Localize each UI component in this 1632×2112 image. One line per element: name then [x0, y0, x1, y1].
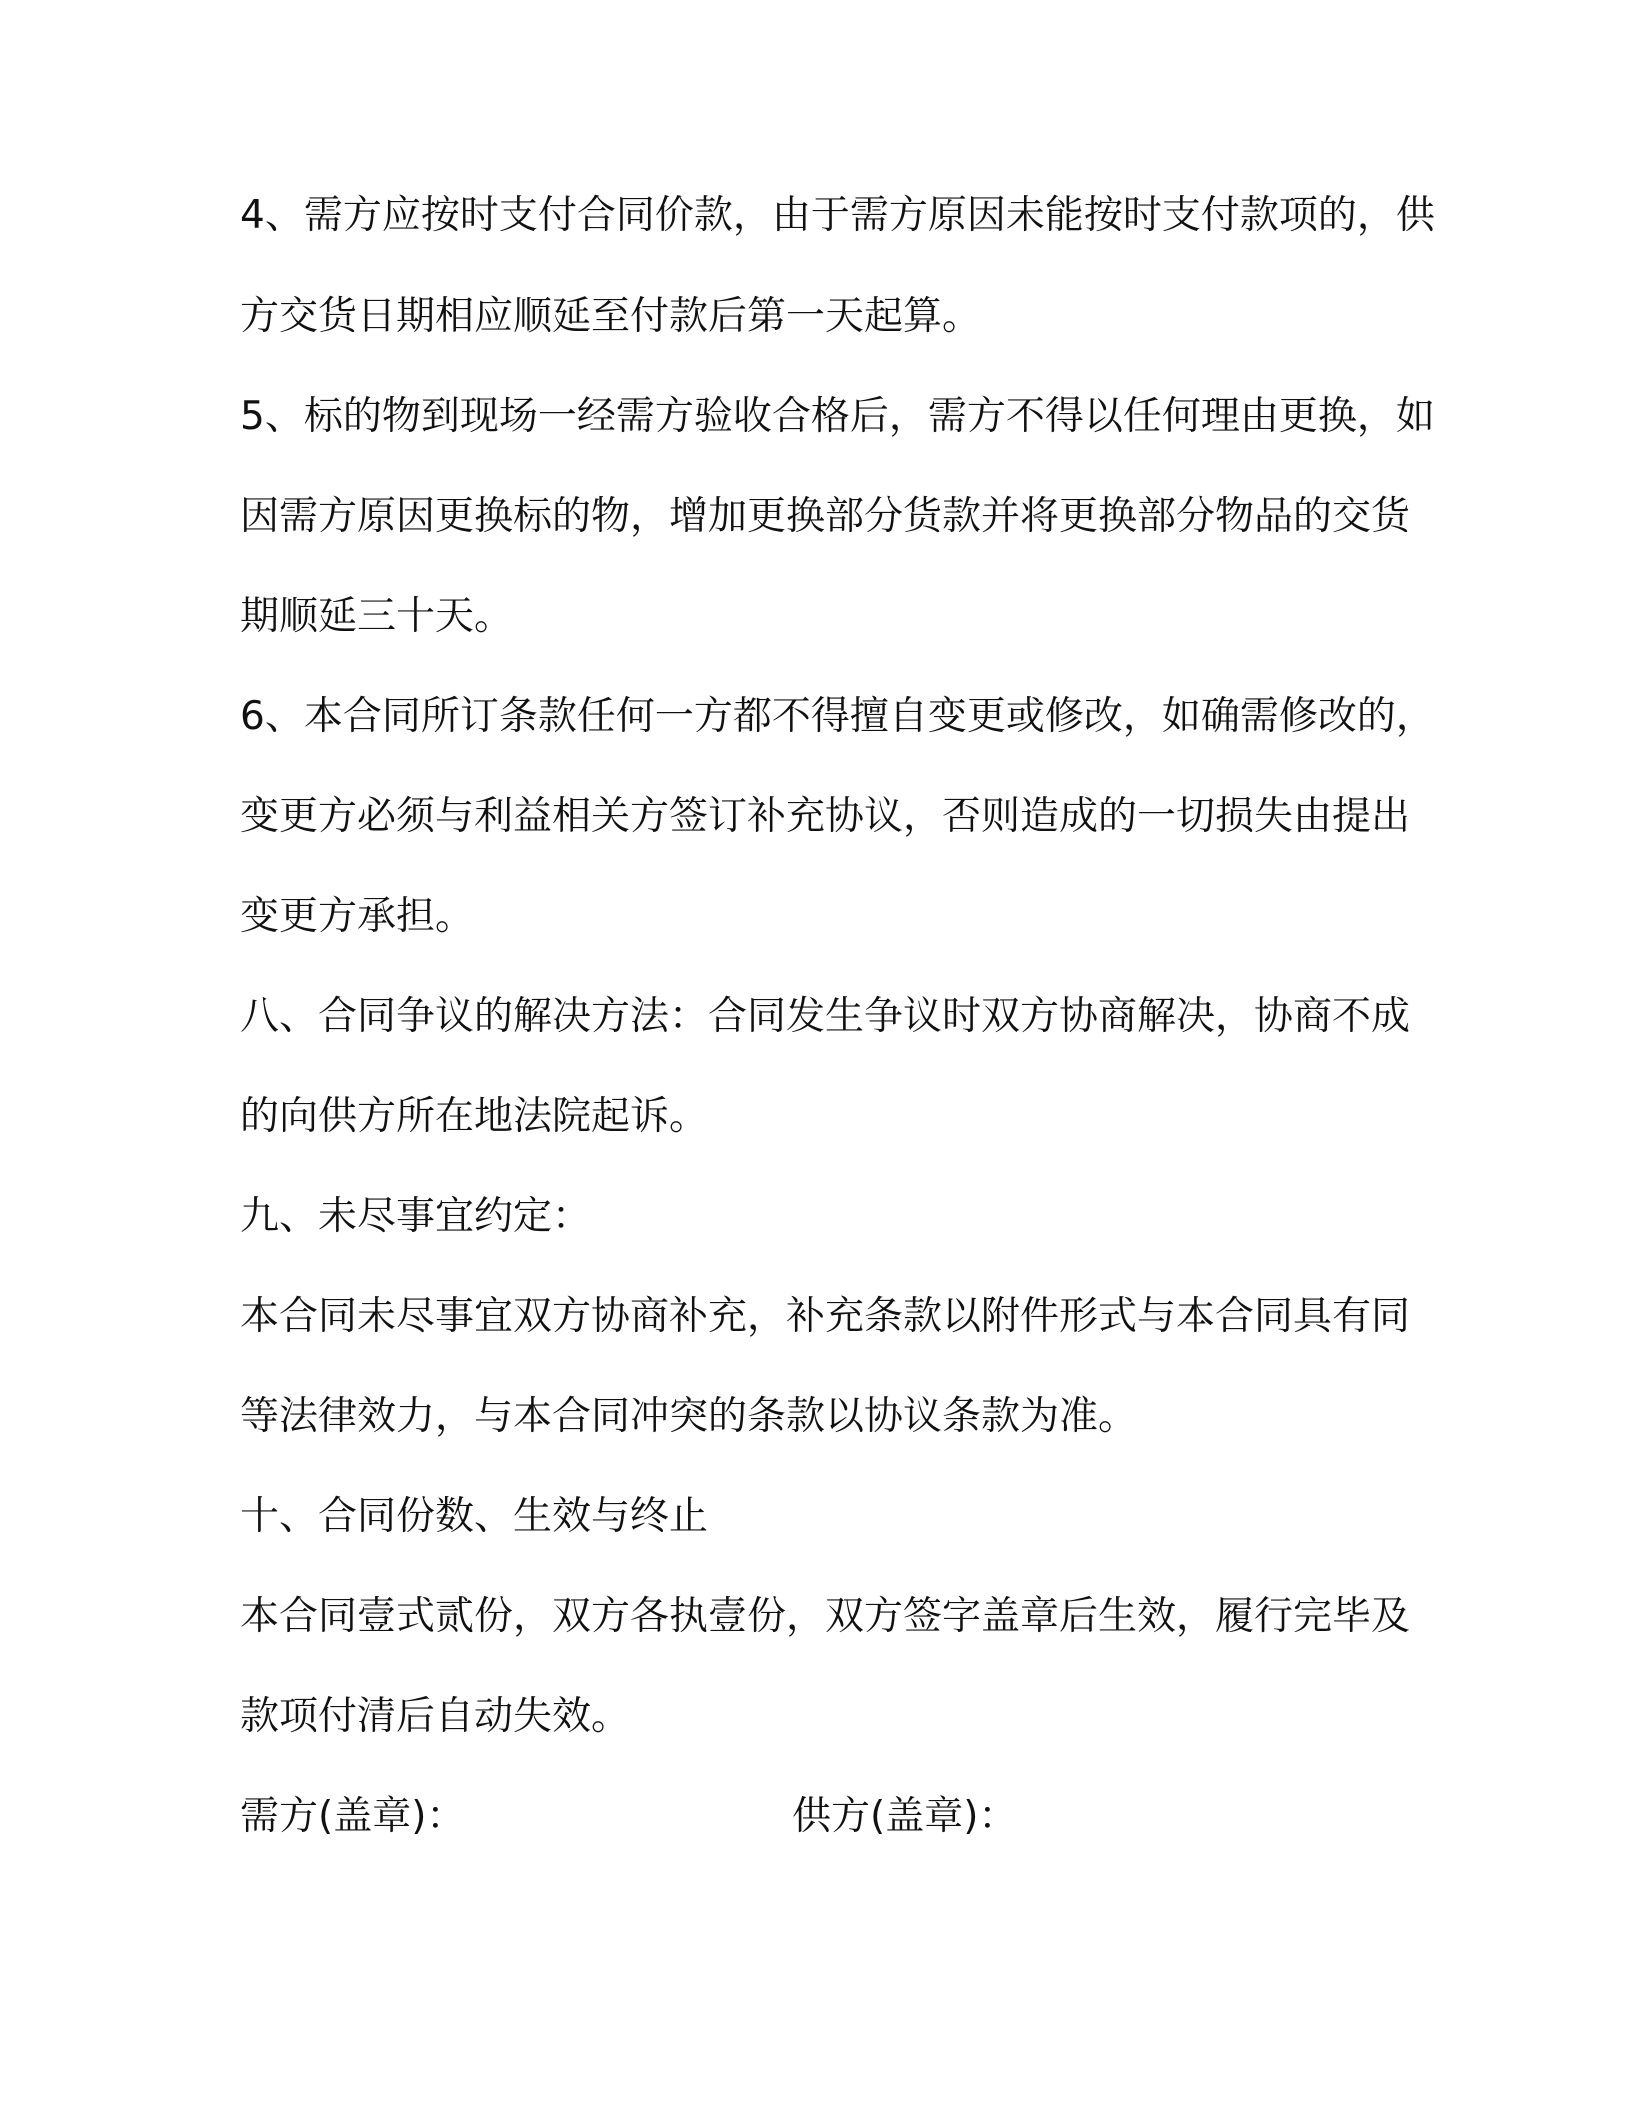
buyer-seal-label: 需方(盖章)：	[240, 1794, 466, 1839]
section-8-line-1: 八、合同争议的解决方法：合同发生争议时双方协商解决，协商不成	[240, 994, 1411, 1039]
clause-6-line-3: 变更方承担。	[240, 894, 475, 939]
clause-5-line-1: 5、标的物到现场一经需方验收合格后，需方不得以任何理由更换，如	[240, 394, 1435, 439]
section-9-heading: 九、未尽事宜约定：	[240, 1194, 592, 1239]
clause-5-line-3: 期顺延三十天。	[240, 594, 514, 639]
section-10-line-2: 款项付清后自动失效。	[240, 1694, 631, 1739]
clause-6-line-2: 变更方必须与利益相关方签订补充协议，否则造成的一切损失由提出	[240, 794, 1411, 839]
section-8-line-2: 的向供方所在地法院起诉。	[240, 1094, 709, 1139]
clause-4-line-1: 4、需方应按时支付合同价款，由于需方原因未能按时支付款项的，供	[240, 193, 1435, 238]
section-9-line-1: 本合同未尽事宜双方协商补充，补充条款以附件形式与本合同具有同	[240, 1294, 1411, 1339]
section-9-line-2: 等法律效力，与本合同冲突的条款以协议条款为准。	[240, 1394, 1138, 1439]
clause-5-line-2: 因需方原因更换标的物，增加更换部分货款并将更换部分物品的交货	[240, 494, 1411, 539]
clause-6-line-1: 6、本合同所订条款任何一方都不得擅自变更或修改，如确需修改的，	[240, 694, 1435, 739]
supplier-seal-label: 供方(盖章)：	[792, 1794, 1018, 1839]
section-10-heading: 十、合同份数、生效与终止	[240, 1494, 709, 1539]
section-10-line-1: 本合同壹式贰份，双方各执壹份，双方签字盖章后生效，履行完毕及	[240, 1594, 1411, 1639]
clause-4-line-2: 方交货日期相应顺延至付款后第一天起算。	[240, 294, 982, 339]
